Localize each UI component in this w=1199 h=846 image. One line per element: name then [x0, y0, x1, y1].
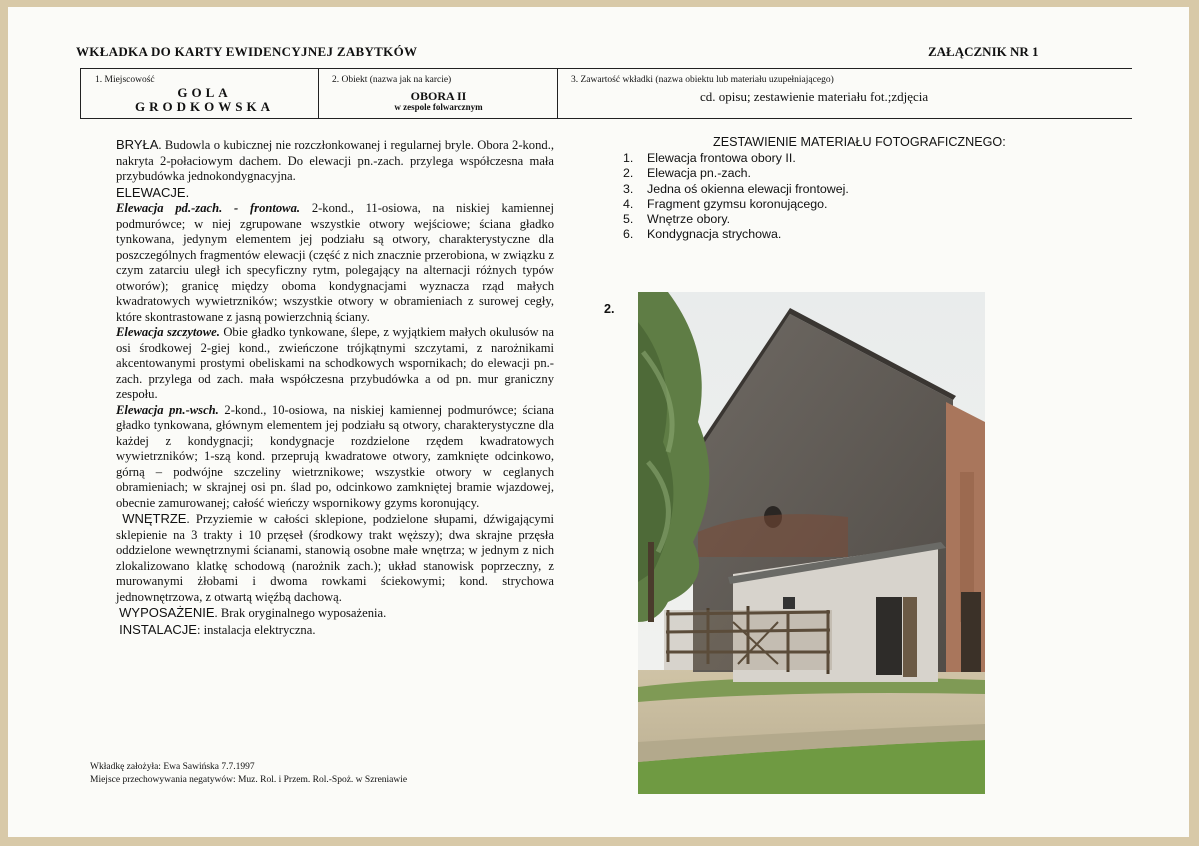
- list-number: 5.: [623, 212, 634, 227]
- list-number: 3.: [623, 181, 634, 196]
- photo-list-title: ZESTAWIENIE MATERIAŁU FOTOGRAFICZNEGO:: [713, 135, 1006, 149]
- cell-divider: [557, 69, 558, 118]
- list-item: [623, 151, 849, 166]
- list-number: 6.: [623, 227, 634, 242]
- paragraph-text: 2-kond., 10-osiowa, na niskiej kamiennej podmurówce; ściana gładko tynkowana, głównym elementem jej podziału są otwory, charakterystyczne dla każdej z kondygnacji; kondygnacje rozdzielone rzędem kwadratowych wywietrzników; 1-szą kond. przeprują kwadratowe otwory, zamknięte odcinkowo, górną – podwójne szczeliny wietrznikowe; wszystkie otwory w ceglanych obramieniach; w skrajnej osi pn. ślad po, odcinkowo zamkniętej bramie wjazdowej, obecnie zamurowanej; całość wieńczy wspornikowy gzyms koronujący.: [116, 402, 555, 510]
- description-body: [116, 137, 554, 638]
- object-subtitle: w zespole folwarcznym: [394, 102, 483, 112]
- contents-value: cd. opisu; zestawienie materiału fot.;zdjęcia: [700, 89, 929, 104]
- paragraph-elev-ne: [116, 403, 554, 512]
- list-item: [623, 212, 849, 227]
- list-number: 1.: [623, 151, 634, 165]
- paragraph-elewacje: [116, 185, 554, 202]
- paragraph-text: : instalacja elektryczna.: [196, 622, 316, 637]
- contents-label: 3. Zawartość wkładki (nazwa obiektu lub materiału uzupełniającego): [571, 75, 834, 85]
- paragraph-elev-front: [116, 201, 554, 325]
- author-note: Wkładkę założyła: Ewa Sawińska 7.7.1997: [90, 762, 255, 772]
- list-item: [623, 166, 849, 181]
- section-heading: INSTALACJE: [119, 621, 197, 637]
- attachment-number: ZAŁĄCZNIK NR 1: [928, 44, 1039, 59]
- list-item: [623, 197, 849, 212]
- object-name: OBORA II: [410, 89, 467, 103]
- section-heading: BRYŁA: [116, 137, 159, 152]
- list-label: Jedna oś okienna elewacji frontowej.: [647, 181, 849, 196]
- paragraph-text: . Przyziemie w całości sklepione, podzielone słupami, dźwigającymi sklepienie na 3 trakty i 10 przęseł (środkowy trakt węższy); dwa skrajne przęsła oddzielone wewnętrznymi ścianami, stanowią osobne małe wnętrza; w jednym z nich zlokalizowano klatkę schodową (narożnik zach.); układ stanowisk poprzeczny, z murowanymi żłobami i dwoma rowkami ściekowymi; kond. strychowa jednownętrzowa, z otwartą więźbą dachową.: [116, 512, 554, 604]
- cell-divider: [80, 69, 81, 118]
- list-number: 2.: [623, 166, 634, 181]
- paragraph-elev-gable: [116, 325, 554, 403]
- paragraph-text: . Budowla o kubicznej nie rozczłonkowanej i regularnej bryle. Obora 2-kond., nakryta 2-połaciowym dachem. Do elewacji pn.-zach. przylega współczesna mała przybudówka jednokondygnacyjna.: [116, 138, 554, 183]
- photo-list: [623, 151, 849, 243]
- cell-divider: [318, 69, 319, 118]
- list-item: [623, 227, 849, 242]
- section-heading: WNĘTRZE: [122, 511, 187, 526]
- locality-value: [92, 86, 317, 114]
- list-label: Kondygnacja strychowa.: [647, 227, 782, 242]
- paragraph-interior: [116, 511, 554, 605]
- list-number: 4.: [623, 196, 634, 211]
- list-label: Elewacja pn.-zach.: [647, 166, 751, 181]
- locality-line2: GRODKOWSKA: [135, 99, 274, 114]
- paragraph-equipment: [116, 605, 554, 622]
- paragraph-bryla: [116, 137, 554, 185]
- subsection-heading: Elewacja szczytowe.: [116, 325, 220, 339]
- paragraph-installations: [116, 622, 554, 639]
- paragraph-text: . Brak oryginalnego wyposażenia.: [214, 606, 387, 620]
- list-item: [623, 182, 849, 197]
- header-rule-top: [80, 68, 1132, 69]
- subsection-heading: Elewacja pd.-zach. - frontowa.: [116, 201, 301, 215]
- document-title: WKŁADKA DO KARTY EWIDENCYJNEJ ZABYTKÓW: [76, 44, 418, 59]
- subsection-heading: Elewacja pn.-wsch.: [116, 402, 219, 417]
- photo-number: 2.: [604, 302, 615, 316]
- negatives-location: Miejsce przechowywania negatywów: Muz. Rol. i Przem. Rol.-Spoż. w Szreniawie: [90, 775, 408, 785]
- list-label: Fragment gzymsu koronującego.: [647, 196, 828, 211]
- list-label: Wnętrze obory.: [647, 212, 731, 227]
- object-label: 2. Obiekt (nazwa jak na karcie): [332, 75, 452, 85]
- paragraph-text: 2-kond., 11-osiowa, na niskiej kamiennej podmurówce; w niej zgrupowane wszystkie otwory wejściowe; ściana gładko tynkowana, jedynym elementem jej podziału są otwory, charakterystyczne dla poszczególnych fragmentów elewacji (część z nich znacznie przerobiona, w związku z czym zatarciu uległ ich specyficzny rytm, polegający na alternacji różnych typów otworów); granicę między oboma kondygnacjami wyznacza rząd małych kwadratowych wywietrzników; wszystkie otwory w obramieniach z surowej cegły, które skontrastowane z jasną powierzchnią ściany.: [116, 201, 554, 324]
- section-heading: ELEWACJE.: [116, 184, 190, 200]
- locality-line1: GOLA: [177, 85, 232, 100]
- section-heading: WYPOSAŻENIE: [119, 605, 215, 620]
- header-rule-bottom: [80, 118, 1132, 119]
- barn-photo: [638, 292, 985, 794]
- paragraph-text: Obie gładko tynkowane, ślepe, z wyjątkiem małych okulusów na osi środkowej 2-giej kond., zwieńczone trójkątnymi szczytami, z narożnikami akcentowanymi prostymi obeliskami na schodkowych wspornikach; do elewacji pn.-zach. przylega od zach. mała współczesna przybudówka a od pn. mur graniczny zespołu.: [116, 325, 554, 401]
- list-label: Elewacja frontowa obory II.: [647, 151, 796, 165]
- locality-label: 1. Miejscowość: [95, 75, 155, 85]
